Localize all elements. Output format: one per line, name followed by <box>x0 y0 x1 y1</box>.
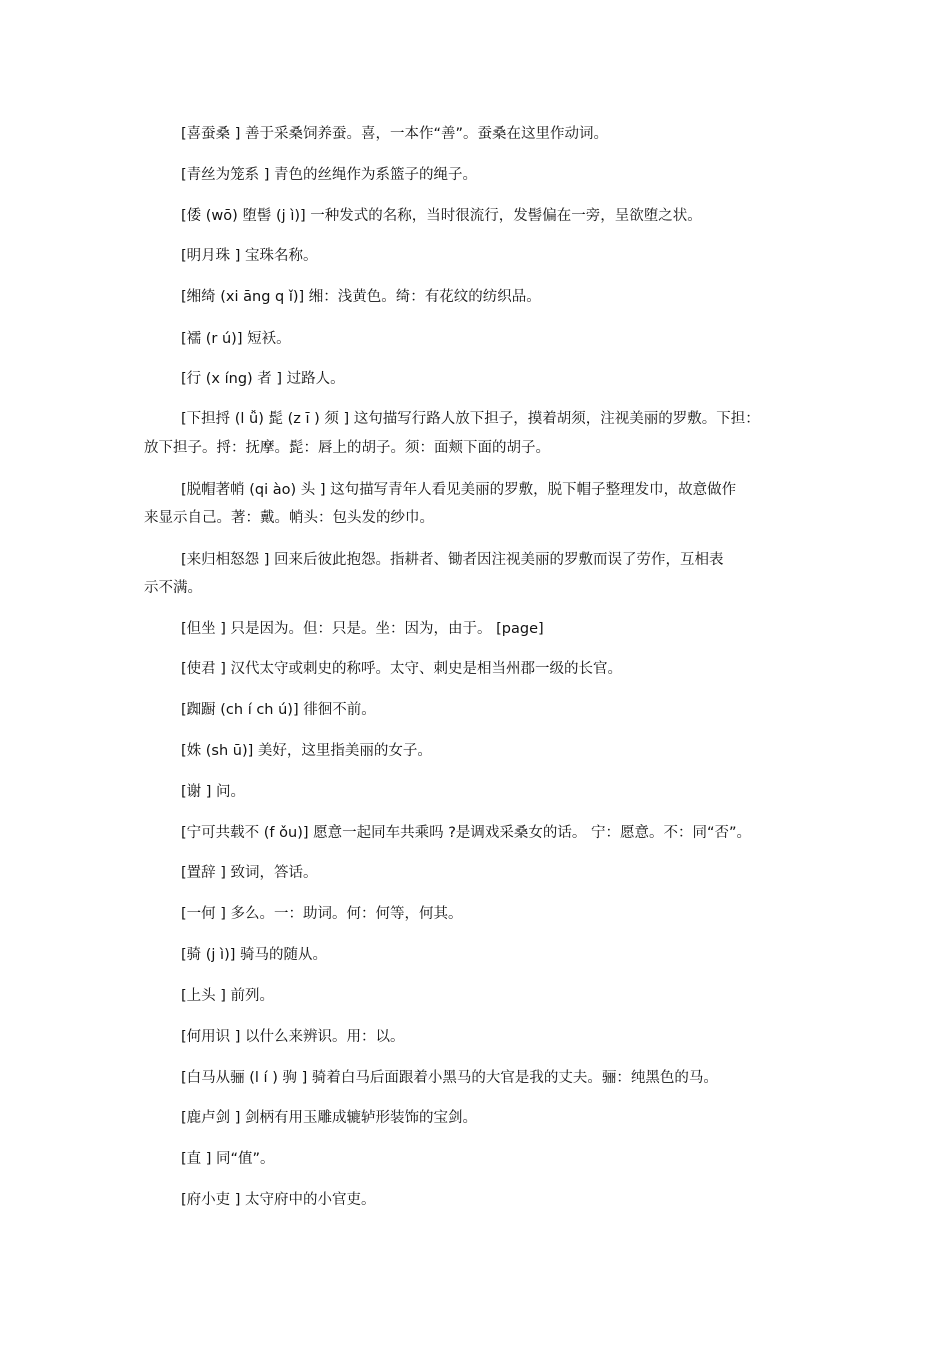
entry-line: [使君 ] 汉代太守或刺史的称呼。太守、刺史是相当州郡一级的长官。 <box>181 661 623 677</box>
entry-line: [青丝为笼系 ] 青色的丝绳作为系篮子的绳子。 <box>181 167 478 183</box>
entry-line: [府小吏 ] 太守府中的小官吏。 <box>181 1192 376 1208</box>
entry-line: [置辞 ] 致词，答话。 <box>181 865 318 881</box>
entry-line: [谢 ] 问。 <box>181 784 246 800</box>
entry-line: [一何 ] 多么。一：助词。何：何等，何其。 <box>181 906 463 922</box>
entry-line: [踟蹰 (ch í ch ú)] 徘徊不前。 <box>181 702 376 718</box>
entry-line: [直 ] 同“值”。 <box>181 1151 275 1167</box>
entry-line: [鹿卢剑 ] 剑柄有用玉雕成辘轳形装饰的宝剑。 <box>181 1110 478 1126</box>
entry-line: [下担捋 (l ǚ) 髭 (z ī ) 须 ] 这句描写行路人放下担子，摸着胡须，注视美丽的罗敷。下担： <box>181 411 760 427</box>
entry-line-continuation: 示不满。 <box>144 580 202 596</box>
entry-line-continuation: 来显示自己。著：戴。帩头：包头发的纱巾。 <box>144 510 434 526</box>
entry-line: [行 (x íng) 者 ] 过路人。 <box>181 371 345 387</box>
entry-line: [襦 (r ú)] 短袄。 <box>181 331 291 347</box>
entry-line: [何用识 ] 以什么来辨识。用：以。 <box>181 1029 405 1045</box>
entry-line: [喜蚕桑 ] 善于采桑饲养蚕。喜，一本作“善”。蚕桑在这里作动词。 <box>181 126 609 142</box>
entry-line: [明月珠 ] 宝珠名称。 <box>181 248 318 264</box>
entry-line: [但坐 ] 只是因为。但：只是。坐：因为，由于。 [page] <box>181 621 544 637</box>
entry-line: [姝 (sh ū)] 美好，这里指美丽的女子。 <box>181 743 432 759</box>
entry-line: [白马从骊 (l í ) 驹 ] 骑着白马后面跟着小黑马的大官是我的丈夫。骊：纯黑色的马。 <box>181 1070 718 1086</box>
entry-line-continuation: 放下担子。捋：抚摩。髭：唇上的胡子。须：面颊下面的胡子。 <box>144 440 550 456</box>
entry-line: [宁可共载不 (f ǒu)] 愿意一起同车共乘吗 ?是调戏采桑女的话。 宁：愿意。不：同“否”。 <box>181 825 752 841</box>
entry-line: [倭 (wō) 堕髻 (j ì)] 一种发式的名称，当时很流行，发髻偏在一旁，呈欲堕之状。 <box>181 208 702 224</box>
entry-line: [上头 ] 前列。 <box>181 988 275 1004</box>
entry-line: [脱帽著帩 (qi ào) 头 ] 这句描写青年人看见美丽的罗敷，脱下帽子整理发巾，故意做作 <box>181 482 737 498</box>
entry-line: [缃绮 (xi āng q ǐ)] 缃：浅黄色。绮：有花纹的纺织品。 <box>181 289 541 305</box>
entry-line: [来归相怒怨 ] 回来后彼此抱怨。指耕者、锄者因注视美丽的罗敷而误了劳作，互相表 <box>181 552 724 568</box>
entry-line: [骑 (j ì)] 骑马的随从。 <box>181 947 328 963</box>
